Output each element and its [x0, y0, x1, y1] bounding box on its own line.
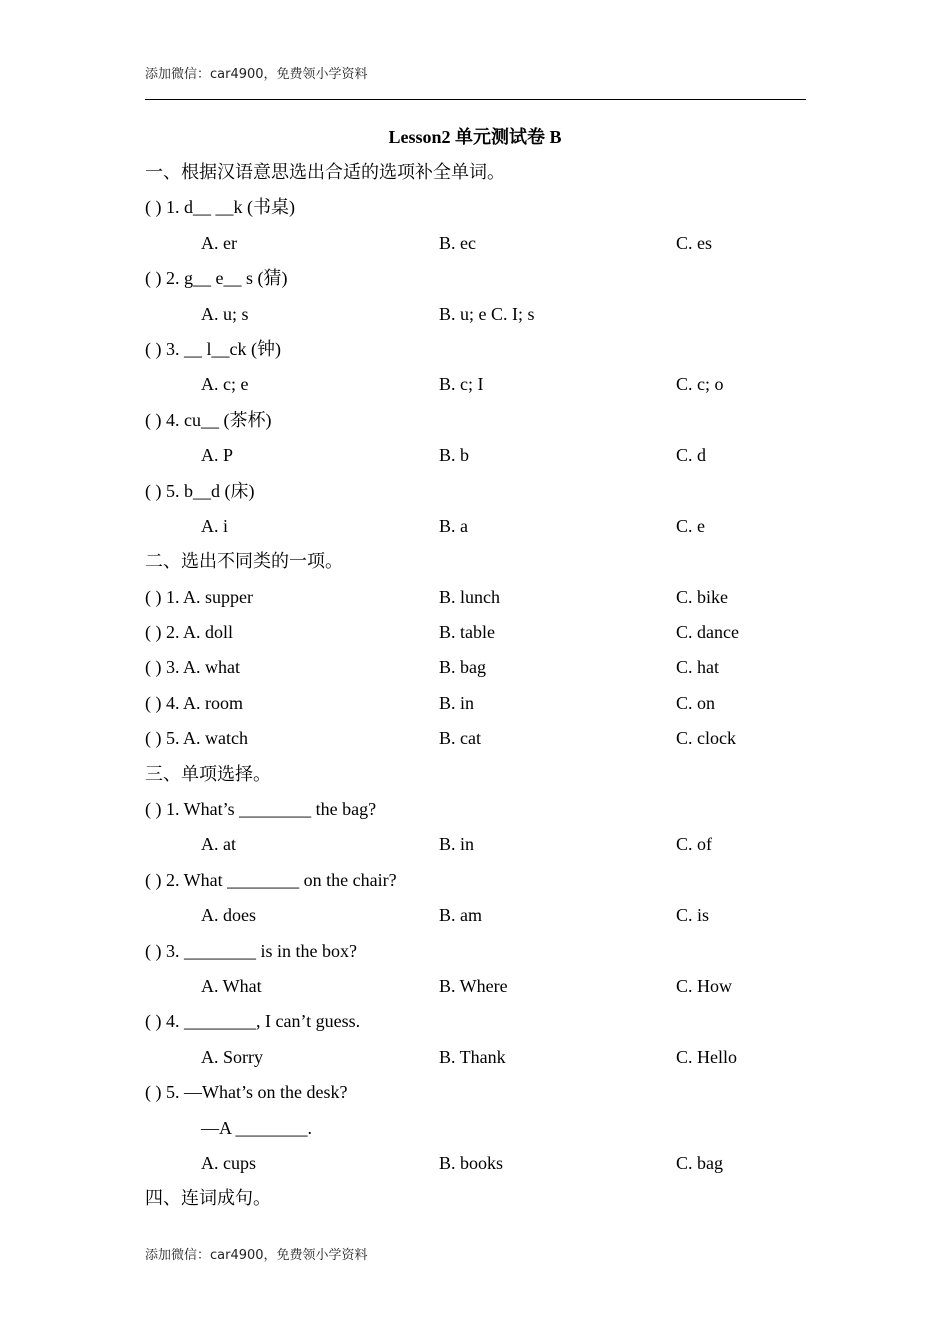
option-b: B. c; I [439, 374, 484, 395]
answer-options [0, 973, 950, 1008]
option-b: B. ec [439, 232, 476, 253]
question-stem [0, 1079, 950, 1114]
option-a: A. c; e [201, 374, 249, 395]
line-text: 一、根据汉语意思选出合适的选项补全单词。 [145, 162, 505, 182]
option-c: C. is [676, 905, 710, 926]
option-c: C. hat [676, 657, 719, 678]
option-c: C. c; o [676, 374, 724, 395]
line-text: ( ) 3. ________ is in the box? [145, 940, 357, 961]
line-text: ( ) 5. b__d (床) [145, 480, 255, 501]
option-c: C. dance [676, 622, 739, 643]
answer-options [0, 371, 950, 406]
answer-options [0, 301, 950, 336]
option-b: B. bag [439, 657, 486, 678]
line-text: ( ) 4. ________, I can’t guess. [145, 1011, 361, 1032]
answer-options [0, 513, 950, 548]
question-stem [0, 478, 950, 513]
question-with-option-a: ( ) 3. A. what [145, 657, 240, 678]
option-b: B. Thank [439, 1046, 506, 1067]
line-text: ( ) 3. __ l__ck (钟) [145, 338, 281, 359]
section-heading [0, 1185, 950, 1220]
option-a: A. er [201, 232, 237, 253]
header-note: 添加微信：car4900，免费领小学资料 [145, 67, 368, 82]
option-b: B. a [439, 515, 468, 536]
option-c: C. on [676, 692, 716, 713]
option-a: A. Sorry [201, 1046, 263, 1067]
question-with-option-a: ( ) 5. A. watch [145, 728, 248, 749]
option-c: C. clock [676, 728, 736, 749]
option-c: C. es [676, 232, 712, 253]
question-stem [0, 407, 950, 442]
option-b: B. lunch [439, 586, 500, 607]
option-c: C. of [676, 834, 712, 855]
question-with-option-a: ( ) 1. A. supper [145, 586, 253, 607]
question-stem [0, 336, 950, 371]
line-text: ( ) 1. What’s ________ the bag? [145, 799, 377, 820]
line-text: ( ) 1. d__ __k (书桌) [145, 197, 295, 218]
option-b: B. Where [439, 975, 508, 996]
option-b: B. b [439, 445, 470, 466]
question-stem [0, 265, 950, 300]
option-a: A. P [201, 445, 234, 466]
question-with-option-a: ( ) 4. A. room [145, 692, 243, 713]
line-text: ( ) 2. g__ e__ s (猜) [145, 268, 288, 289]
question-stem [0, 1008, 950, 1043]
line-text: 四、连词成句。 [145, 1188, 271, 1209]
option-b: B. books [439, 1152, 504, 1173]
option-c: C. e [676, 515, 705, 536]
question-stem [0, 938, 950, 973]
option-b: B. table [439, 622, 495, 643]
question-row [0, 690, 950, 725]
option-c: C. How [676, 975, 733, 996]
option-c: C. Hello [676, 1046, 737, 1067]
line-text: ( ) 2. What ________ on the chair? [145, 869, 397, 890]
option-c: C. bag [676, 1152, 723, 1173]
answer-options [0, 442, 950, 477]
answer-options [0, 1044, 950, 1079]
worksheet-content [0, 159, 950, 1221]
answer-options [0, 831, 950, 866]
option-b: B. u; e C. I; s [439, 303, 535, 324]
option-b: B. in [439, 692, 475, 713]
question-row [0, 725, 950, 760]
line-text: —A ________. [201, 1117, 313, 1138]
question-stem [0, 867, 950, 902]
option-b: B. in [439, 834, 475, 855]
option-a: A. i [201, 515, 228, 536]
question-with-option-a: ( ) 2. A. doll [145, 622, 233, 643]
section-heading [0, 548, 950, 583]
question-row [0, 619, 950, 654]
question-row [0, 654, 950, 689]
option-c: C. bike [676, 586, 728, 607]
option-a: A. does [201, 905, 256, 926]
section-heading [0, 159, 950, 194]
line-text: 三、单项选择。 [145, 763, 271, 784]
answer-options [0, 230, 950, 265]
question-row [0, 584, 950, 619]
question-stem [0, 796, 950, 831]
line-text: ( ) 5. —What’s on the desk? [145, 1082, 348, 1103]
option-a: A. u; s [201, 303, 249, 324]
option-b: B. am [439, 905, 482, 926]
section-heading [0, 761, 950, 796]
answer-options [0, 1150, 950, 1185]
option-a: A. cups [201, 1152, 256, 1173]
line-text: ( ) 4. cu__ (茶杯) [145, 409, 272, 430]
option-a: A. at [201, 834, 236, 855]
line-text: 二、选出不同类的一项。 [145, 551, 343, 572]
option-b: B. cat [439, 728, 481, 749]
answer-options [0, 902, 950, 937]
option-c: C. d [676, 445, 707, 466]
header-divider [145, 99, 806, 100]
page-title: Lesson2 单元测试卷 B [388, 127, 562, 147]
option-a: A. What [201, 975, 262, 996]
footer-note: 添加微信：car4900，免费领小学资料 [145, 1248, 368, 1263]
question-continuation [0, 1115, 950, 1150]
question-stem [0, 194, 950, 229]
